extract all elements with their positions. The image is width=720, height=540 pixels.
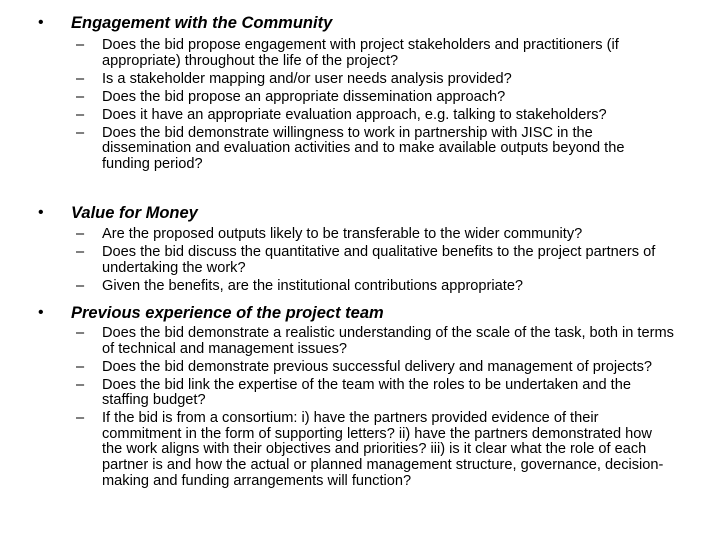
list-item bbox=[0, 108, 674, 124]
list-item bbox=[0, 245, 674, 276]
dash-icon: – bbox=[76, 325, 85, 341]
section-heading-text: Engagement with the Community bbox=[71, 14, 333, 32]
dash-icon: – bbox=[76, 226, 85, 242]
list-item bbox=[0, 378, 674, 409]
list-item bbox=[0, 411, 674, 489]
list-item-text: Does it have an appropriate evaluation approach, e.g. talking to stakeholders? bbox=[102, 106, 607, 123]
bullet-icon: • bbox=[38, 14, 44, 31]
dash-icon: – bbox=[76, 410, 85, 427]
section-heading-text: Value for Money bbox=[71, 204, 198, 222]
dash-icon: – bbox=[76, 70, 85, 87]
section-previous-experience bbox=[0, 302, 720, 492]
list-item bbox=[0, 279, 674, 295]
section-heading-text: Previous experience of the project team bbox=[71, 304, 384, 322]
list-item-text: Are the proposed outputs likely to be transferable to the wider community? bbox=[102, 226, 583, 242]
list-item bbox=[0, 360, 674, 376]
list-item-text: Does the bid propose an appropriate dissemination approach? bbox=[102, 88, 506, 105]
dash-icon: – bbox=[76, 124, 85, 141]
section-heading bbox=[0, 202, 720, 224]
dash-icon: – bbox=[76, 106, 85, 123]
dash-icon: – bbox=[76, 358, 85, 375]
dash-icon: – bbox=[76, 243, 85, 260]
list-item-text: Does the bid demonstrate previous successful delivery and management of projects? bbox=[102, 358, 652, 375]
list-item-text: Does the bid demonstrate a realistic understanding of the scale of the task, both in terms of technical and management issues? bbox=[102, 325, 674, 357]
section-engagement bbox=[0, 12, 720, 175]
bullet-icon: • bbox=[38, 204, 44, 221]
dash-icon: – bbox=[76, 376, 85, 393]
list-item bbox=[0, 326, 674, 357]
list-item-text: Does the bid propose engagement with project stakeholders and practitioners (if appropriate) throughout the life of the project? bbox=[102, 37, 619, 69]
question-list bbox=[0, 326, 720, 489]
list-item bbox=[0, 72, 674, 88]
list-item-text: Does the bid demonstrate willingness to work in partnership with JISC in the dissemination and evaluation activities and to make available outputs beyond the funding period? bbox=[102, 124, 625, 172]
dash-icon: – bbox=[76, 37, 85, 53]
list-item-text: Is a stakeholder mapping and/or user needs analysis provided? bbox=[102, 70, 512, 87]
list-item bbox=[0, 38, 674, 69]
question-list bbox=[0, 227, 720, 294]
question-list bbox=[0, 38, 720, 172]
list-item-text: Given the benefits, are the institutional contributions appropriate? bbox=[102, 277, 524, 294]
bullet-icon: • bbox=[38, 304, 44, 321]
list-item-text: Does the bid link the expertise of the team with the roles to be undertaken and the staffing budget? bbox=[102, 376, 631, 409]
dash-icon: – bbox=[76, 88, 85, 105]
list-item-text: Does the bid discuss the quantitative and qualitative benefits to the project partners of undertaking the work? bbox=[102, 243, 656, 276]
list-item bbox=[0, 126, 674, 173]
list-item bbox=[0, 227, 674, 243]
section-heading bbox=[0, 12, 720, 34]
section-value-for-money bbox=[0, 202, 720, 297]
list-item bbox=[0, 90, 674, 106]
dash-icon: – bbox=[76, 277, 85, 294]
list-item-text: If the bid is from a consortium: i) have the partners provided evidence of their commitment in the form of supporting letters? ii) have the partners demonstrated how the work aligns with their objectives and priorities? iii) is it clear what the role of each partner is and how the actual or planned management structure, governance, decision-making and funding arrangements will function? bbox=[102, 410, 664, 489]
section-heading bbox=[0, 302, 720, 324]
